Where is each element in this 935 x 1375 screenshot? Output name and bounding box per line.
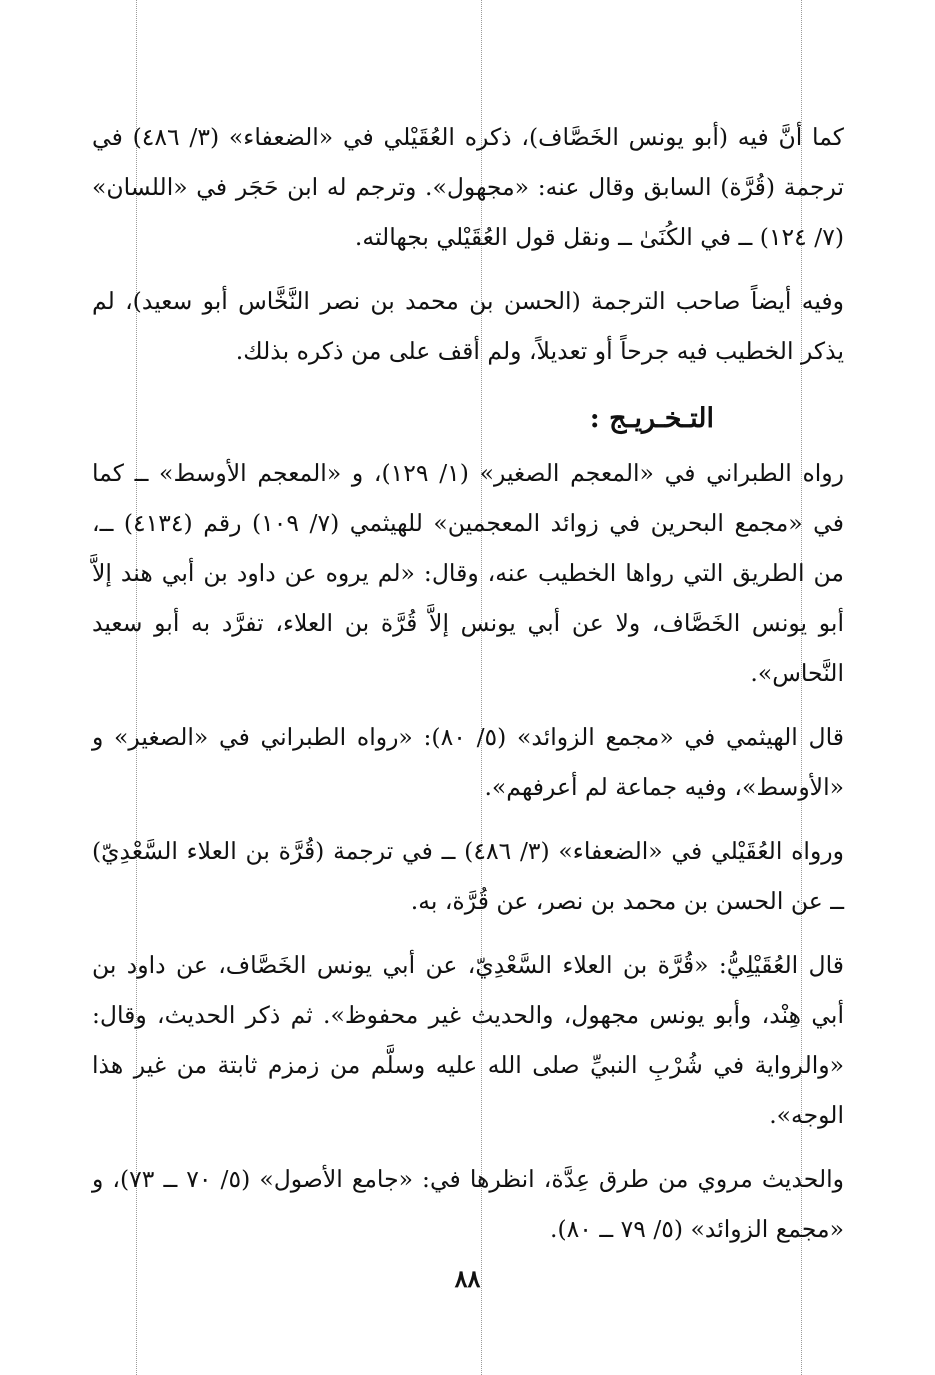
paragraph [92,1154,844,1254]
paragraph [92,448,844,698]
page-number: ٨٨ [454,1264,481,1293]
paragraph [92,712,844,812]
paragraph [92,826,844,926]
paragraph-text: رواه الطبراني في «المعجم الصغير» (١/ ١٢٩)، و «المعجم الأوسط» ــ كما في «مجمع البحرين في زوائد المعجمين» للهيثمي (٧/ ١٠٩) رقم (٤١٣٤) ــ، من الطريق التي رواها الخطيب عنه، وقال: «لم يروه عن داود بن أبي هند إلاَّ أبو يونس الخَصَّاف، ولا عن أبي يونس إلاَّ قُرَّة بن العلاء، تفرَّد به أبو سعيد النَّحاس». [92,459,845,687]
paragraph [92,940,844,1140]
section-heading: التـخـريـج : [589,403,714,434]
paragraph-text: كما أنَّ فيه (أبو يونس الخَصَّاف)، ذكره العُقَيْلي في «الضعفاء» (٣/ ٤٨٦) في ترجمة (قُرَّة) السابق وقال عنه: «مجهول». وترجم له ابن حَجَر في «اللسان» (٧/ ١٢٤) ــ في الكُنَىٰ ــ ونقل قول العُقَيْلي بجهالته. [92,123,844,251]
paragraph [92,112,844,262]
paragraph-text: قال العُقَيْلِيُّ: «قُرَّة بن العلاء السَّعْدِيّ، عن أبي يونس الخَصَّاف، عن داود بن أبي هِنْد، وأبو يونس مجهول، والحديث غير محفوظ». ثم ذكر الحديث، وقال: «والرواية في شُرْبِ النبيِّ صلى الله عليه وسلَّم من زمزم ثابتة من غير هذا الوجه». [92,951,844,1129]
paragraph [92,276,844,376]
paragraph-text: ورواه العُقَيْلي في «الضعفاء» (٣/ ٤٨٦) ــ في ترجمة (قُرَّة بن العلاء السَّعْدِيّ) ــ عن الحسن بن محمد بن نصر، عن قُرَّة، به. [92,837,845,915]
paragraph-text: والحديث مروي من طرق عِدَّة، انظرها في: «جامع الأصول» (٥/ ٧٠ ــ ٧٣)، و «مجمع الزوائد» (٥/ ٧٩ ــ ٨٠). [92,1165,844,1243]
body-text [92,112,844,1268]
paragraph-text: قال الهيثمي في «مجمع الزوائد» (٥/ ٨٠): «رواه الطبراني في «الصغير» و «الأوسط»، وفيه جماعة لم أعرفهم». [92,723,844,801]
paragraph-text: وفيه أيضاً صاحب الترجمة (الحسن بن محمد بن نصر النَّخَّاس أبو سعيد)، لم يذكر الخطيب فيه جرحاً أو تعديلاً، ولم أقف على من ذكره بذلك. [92,287,844,365]
